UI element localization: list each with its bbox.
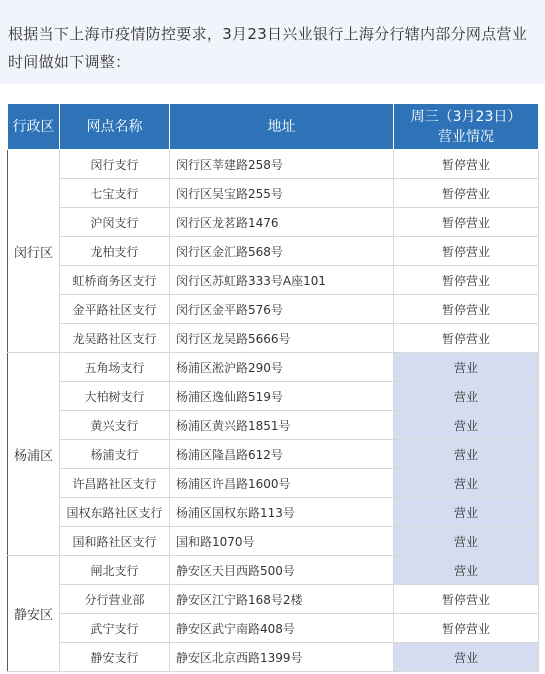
table-row <box>8 324 539 353</box>
status-cell: 营业 <box>394 353 539 382</box>
table-row <box>8 353 539 382</box>
address-cell: 闵行区吴宝路255号 <box>170 179 394 208</box>
status-cell: 暂停营业 <box>394 237 539 266</box>
address-cell: 闵行区苏虹路333号A座101 <box>170 266 394 295</box>
address-cell: 闵行区莘建路258号 <box>170 150 394 179</box>
branch-name-cell: 沪闵支行 <box>60 208 170 237</box>
table-row <box>8 585 539 614</box>
status-cell: 暂停营业 <box>394 614 539 643</box>
table-row <box>8 208 539 237</box>
district-cell: 闵行区 <box>8 150 60 353</box>
district-cell: 静安区 <box>8 556 60 672</box>
table-row <box>8 527 539 556</box>
table-row <box>8 295 539 324</box>
address-cell: 杨浦区逸仙路519号 <box>170 382 394 411</box>
table-row <box>8 469 539 498</box>
branch-name-cell: 许昌路社区支行 <box>60 469 170 498</box>
address-cell: 闵行区金平路576号 <box>170 295 394 324</box>
address-cell: 杨浦区国权东路113号 <box>170 498 394 527</box>
address-cell: 闵行区金汇路568号 <box>170 237 394 266</box>
status-cell: 暂停营业 <box>394 295 539 324</box>
table-row <box>8 498 539 527</box>
table-row <box>8 179 539 208</box>
status-cell: 暂停营业 <box>394 324 539 353</box>
branch-name-cell: 龙柏支行 <box>60 237 170 266</box>
table-row <box>8 382 539 411</box>
status-cell: 暂停营业 <box>394 208 539 237</box>
status-cell: 营业 <box>394 498 539 527</box>
branch-name-cell: 七宝支行 <box>60 179 170 208</box>
table-row <box>8 440 539 469</box>
table-row <box>8 556 539 585</box>
address-cell: 静安区江宁路168号2楼 <box>170 585 394 614</box>
header-address: 地址 <box>170 104 394 150</box>
header-status <box>394 104 539 150</box>
branch-name-cell: 黄兴支行 <box>60 411 170 440</box>
address-cell: 杨浦区黄兴路1851号 <box>170 411 394 440</box>
district-cell: 杨浦区 <box>8 353 60 556</box>
address-cell: 静安区武宁南路408号 <box>170 614 394 643</box>
address-cell: 杨浦区隆昌路612号 <box>170 440 394 469</box>
table-body <box>8 150 539 672</box>
table-row <box>8 266 539 295</box>
table-row <box>8 150 539 179</box>
address-cell: 静安区天目西路500号 <box>170 556 394 585</box>
branch-name-cell: 大柏树支行 <box>60 382 170 411</box>
intro-paragraph: 根据当下上海市疫情防控要求，3月23日兴业银行上海分行辖内部分网点营业时间做如下调整： <box>0 0 545 84</box>
branch-name-cell: 武宁支行 <box>60 614 170 643</box>
table-row <box>8 614 539 643</box>
status-cell: 营业 <box>394 469 539 498</box>
branch-name-cell: 分行营业部 <box>60 585 170 614</box>
status-cell: 营业 <box>394 527 539 556</box>
header-status-date: 周三（3月23日） <box>410 108 522 125</box>
branch-name-cell: 金平路社区支行 <box>60 295 170 324</box>
table-header-row <box>8 104 539 150</box>
status-cell: 营业 <box>394 643 539 672</box>
status-cell: 营业 <box>394 440 539 469</box>
address-cell: 杨浦区淞沪路290号 <box>170 353 394 382</box>
branch-name-cell: 闵行支行 <box>60 150 170 179</box>
table-row <box>8 643 539 672</box>
branch-table-container <box>7 103 538 672</box>
status-cell: 营业 <box>394 411 539 440</box>
address-cell: 静安区北京西路1399号 <box>170 643 394 672</box>
branch-hours-table <box>7 103 539 672</box>
address-cell: 闵行区龙茗路1476 <box>170 208 394 237</box>
status-cell: 营业 <box>394 556 539 585</box>
branch-name-cell: 国和路社区支行 <box>60 527 170 556</box>
header-branch-name: 网点名称 <box>60 104 170 150</box>
status-cell: 营业 <box>394 382 539 411</box>
status-cell: 暂停营业 <box>394 266 539 295</box>
table-row <box>8 411 539 440</box>
status-cell: 暂停营业 <box>394 585 539 614</box>
address-cell: 杨浦区许昌路1600号 <box>170 469 394 498</box>
address-cell: 国和路1070号 <box>170 527 394 556</box>
branch-name-cell: 五角场支行 <box>60 353 170 382</box>
header-status-label: 营业情况 <box>438 128 494 145</box>
branch-name-cell: 静安支行 <box>60 643 170 672</box>
table-row <box>8 237 539 266</box>
branch-name-cell: 闸北支行 <box>60 556 170 585</box>
address-cell: 闵行区龙吴路5666号 <box>170 324 394 353</box>
status-cell: 暂停营业 <box>394 179 539 208</box>
branch-name-cell: 龙吴路社区支行 <box>60 324 170 353</box>
header-district: 行政区 <box>8 104 60 150</box>
branch-name-cell: 杨浦支行 <box>60 440 170 469</box>
branch-name-cell: 虹桥商务区支行 <box>60 266 170 295</box>
status-cell: 暂停营业 <box>394 150 539 179</box>
branch-name-cell: 国权东路社区支行 <box>60 498 170 527</box>
